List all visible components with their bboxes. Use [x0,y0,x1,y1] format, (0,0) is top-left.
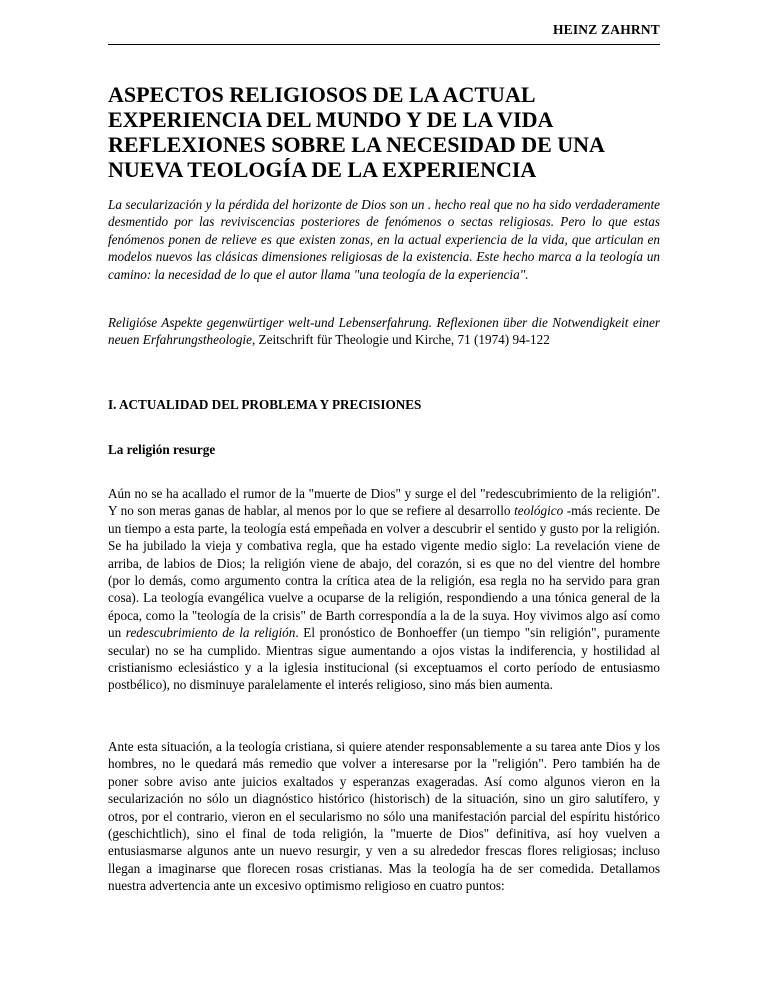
running-header-author: HEINZ ZAHRNT [552,22,660,37]
body-paragraph-1 [108,485,660,694]
header-rule [108,44,660,45]
title-line: NUEVA TEOLOGÍA DE LA EXPERIENCIA [108,157,537,182]
paragraph-text: -más reciente. De un tiempo a esta parte, la teología está empeñada en volver a descubrir el sentido y gusto por la religión. Se ha jubilado la vieja y combativa regla, que ha estado vigente medio siglo: La revelación viene de arriba, de labios de Dios; la religión viene de abajo, del corazón, si es que no del vientre del hombre (por lo demás, como argumento contra la crítica atea de la religión, esa regla no ha servido para gran cosa). La teología evangélica vuelve a ocuparse de la religión, respondiendo a una tónica general de la época, como la "teología de la crisis" de Barth correspondía a la de la suya. Hoy vivimos algo así como un [108,503,660,641]
title-line: ASPECTOS RELIGIOSOS DE LA ACTUAL [108,82,536,107]
paragraph-emphasis: teológico [514,503,564,519]
abstract: La secularización y la pérdida del horizonte de Dios son un . hecho real que no ha sido verdaderamente desmentido por las reviviscencias posteriores de fenómenos o sectas religiosas. Pero lo que estas fenómenos ponen de relieve es que existen zonas, en la actual experiencia de la vida, que articulan en modelos nuevos las clásicas dimensiones religiosas de la existencia. Este hecho marca a la teología un camino: la necesidad de lo que el autor llama "una teología de la experiencia". [108,197,660,282]
citation-original-title: Religióse Aspekte gegenwürtiger welt-und Lebenserfahrung. Reflexionen über die Notwendigkeit einer neuen Erfahrungstheologie [108,315,660,348]
citation-source: , Zeitschrift für Theologie und Kirche, 71 (1974) 94-122 [251,332,550,348]
citation [108,314,660,349]
paragraph-text: Aún no se ha acallado el rumor de la "muerte de Dios" y surge el del "redescubrimiento de la religión". Y no son meras ganas de hablar, al menos por lo que se refiere al desarrollo [108,486,660,519]
title-line: REFLEXIONES SOBRE LA NECESIDAD DE UNA [108,132,605,157]
paragraph-emphasis: redescubrimiento de la religión [125,625,296,641]
subsection-heading: La religión resurge [108,442,216,457]
title-line: EXPERIENCIA DEL MUNDO Y DE LA VIDA [108,107,554,132]
paragraph-text: . El pronóstico de Bonhoeffer (un tiempo "sin religión", puramente secular) no se ha cumplido. Mientras sigue aumentando a ojos vistas la indiferencia, y hostilidad al cristianismo eclesiástico y a la iglesia institucional (si exceptuamos el corto período de entusiasmo postbélico), no disminuye paralelamente el interés religioso, sino más bien aumenta. [108,625,661,693]
body-paragraph-2: Ante esta situación, a la teología cristiana, si quiere atender responsablemente a su tarea ante Dios y los hombres, no le quedará más remedio que volver a interesarse por la "religión". Pero también ha de poner sobre aviso ante juicios exaltados y esperanzas exageradas. Así como algunos vieron en la secularización no sólo un diagnóstico histórico (historisch) de la situación, sino un giro salutífero, y otros, por el contrario, vieron en el secularismo no sólo una manifestación parcial del espíritu histórico (geschichtlich), sino el final de toda religión, la "muerte de Dios" definitiva, así hoy vuelven a entusiasmarse algunos ante un nuevo resurgir, y ven a su alrededor frescas flores religiosas; incluso llegan a imaginarse que florecen rosas cristianas. Mas la teología ha de ser comedida. Detallamos nuestra advertencia ante un excesivo optimismo religioso en cuatro puntos: [108,739,660,894]
section-heading: I. ACTUALIDAD DEL PROBLEMA Y PRECISIONES [108,397,422,412]
article-title [108,82,660,182]
